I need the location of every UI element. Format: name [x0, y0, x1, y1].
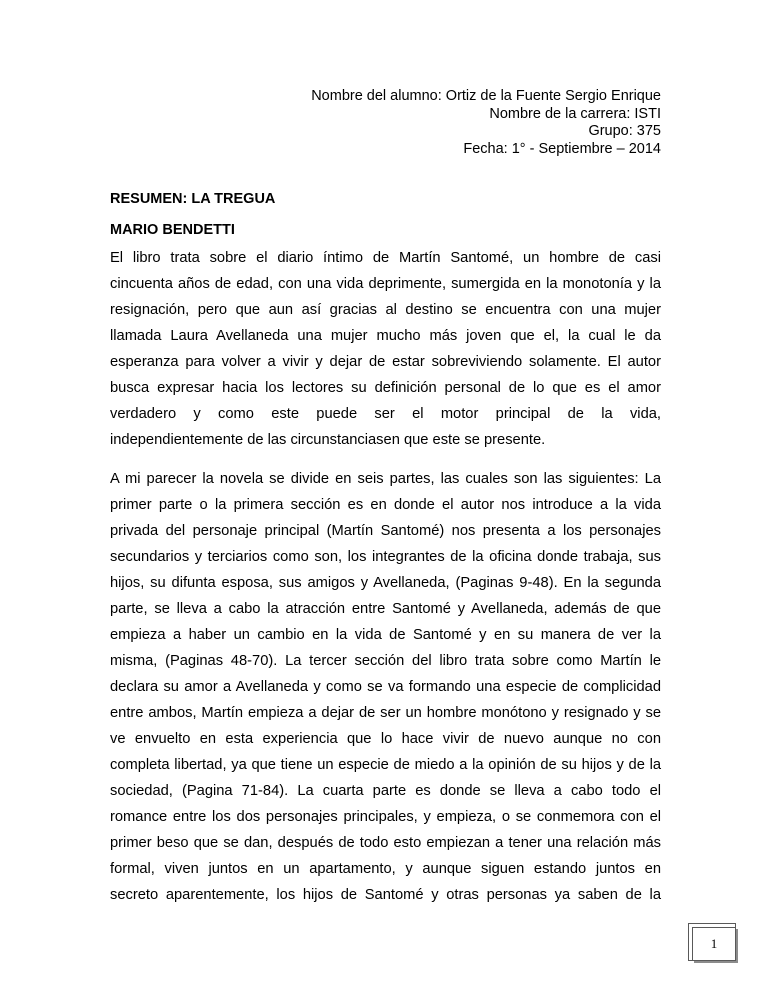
- paragraph-line: sociedad, (Pagina 71-84). La cuarta parte es donde se lleva a cabo todo el: [110, 783, 661, 799]
- paragraph-line: verdadero y como este puede ser el motor principal de la vida,: [110, 406, 661, 422]
- paragraph-line: entre ambos, Martín empieza a dejar de ser un hombre monótono y resignado y se: [110, 705, 661, 721]
- paragraph-line: secreto aparentemente, los hijos de Santomé y otras personas ya saben de la: [110, 887, 661, 903]
- paragraph-line: misma, (Paginas 48-70). La tercer sección del libro trata sobre como Martín le: [110, 653, 661, 669]
- paragraph-line: resignación, pero que aun así gracias al destino se encuentra con una mujer: [110, 302, 661, 318]
- student-name: Nombre del alumno: Ortiz de la Fuente Sergio Enrique: [311, 88, 661, 104]
- paragraph-summary: [110, 245, 661, 453]
- paragraph-parts: [110, 466, 661, 908]
- paragraph-line: busca expresar hacia los lectores su definición personal de lo que es el amor: [110, 380, 661, 396]
- paragraph-line: hijos, su difunta esposa, sus amigos y Avellaneda, (Paginas 9-48). En la segunda: [110, 575, 661, 591]
- group-number: Grupo: 375: [588, 123, 661, 139]
- paragraph-line: esperanza para volver a vivir y dejar de estar sobreviviendo solamente. El autor: [110, 354, 661, 370]
- paragraph-line: declara su amor a Avellaneda y como se va formando una especie de complicidad: [110, 679, 661, 695]
- document-title: RESUMEN: LA TREGUA: [110, 191, 276, 207]
- paragraph-line: ve envuelto en esta experiencia que lo hace vivir de nuevo aunque no con: [110, 731, 661, 747]
- paragraph-line: A mi parecer la novela se divide en seis partes, las cuales son las siguientes: La: [110, 471, 661, 487]
- paragraph-line: independientemente de las circunstanciasen que este se presente.: [110, 432, 546, 448]
- document-date: Fecha: 1° - Septiembre – 2014: [463, 140, 661, 157]
- paragraph-line: cincuenta años de edad, con una vida deprimente, sumergida en la monotonía y la: [110, 276, 661, 292]
- document-header: [110, 88, 661, 158]
- paragraph-line: empieza a haber un cambio en la vida de Santomé y en su manera de ver la: [110, 627, 661, 643]
- paragraph-line: romance entre los dos personajes principales, y empieza, o se conmemora con el: [110, 809, 661, 825]
- paragraph-line: El libro trata sobre el diario íntimo de Martín Santomé, un hombre de casi: [110, 250, 661, 266]
- paragraph-line: completa libertad, ya que tiene un especie de miedo a la opinión de su hijos y de la: [110, 757, 661, 773]
- paragraph-line: parte, se lleva a cabo la atracción entre Santomé y Avellaneda, además de que: [110, 601, 661, 617]
- career-name: Nombre de la carrera: ISTI: [489, 105, 661, 122]
- page-number: 1: [692, 927, 736, 961]
- paragraph-line: primer parte o la primera sección es en donde el autor nos introduce a la vida: [110, 497, 661, 513]
- paragraph-line: llamada Laura Avellaneda una mujer mucho más joven que el, la cual le da: [110, 328, 661, 344]
- paragraph-line: primer beso que se dan, después de todo esto empiezan a tener una relación más: [110, 835, 661, 851]
- paragraph-line: secundarios y terciarios como son, los integrantes de la oficina donde trabaja, sus: [110, 549, 661, 565]
- book-author: MARIO BENDETTI: [110, 222, 235, 238]
- paragraph-line: privada del personaje principal (Martín Santomé) nos presenta a los personajes: [110, 523, 661, 539]
- paragraph-line: formal, viven juntos en un apartamento, y aunque siguen estando juntos en: [110, 861, 661, 877]
